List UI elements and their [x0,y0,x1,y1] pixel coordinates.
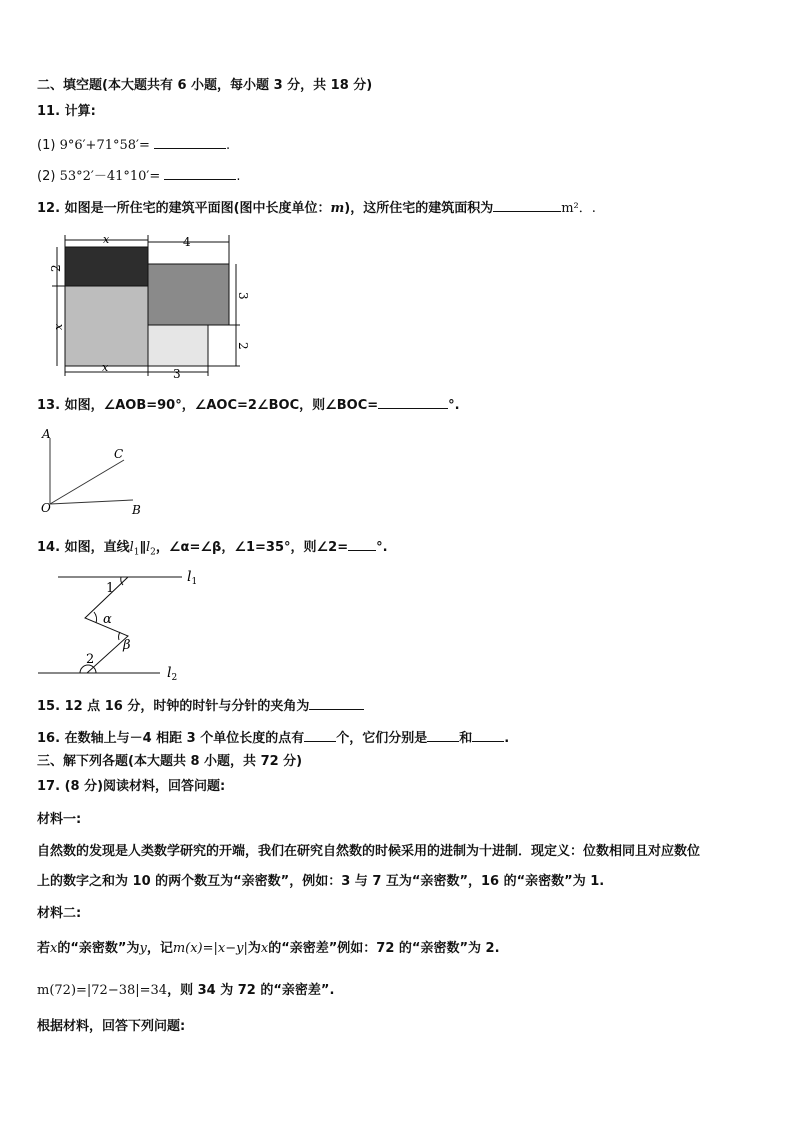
q12-unit: m²．. [561,201,596,216]
label-bottom-3: 3 [173,367,181,380]
label-A: A [42,427,51,441]
q16-text-a: 在数轴上与－4 相距 3 个单位长度的点有 [64,731,305,746]
ray-OB [50,500,133,504]
q15-body: 12 点 16 分，时钟的时针与分针的夹角为 [64,699,310,714]
room-pale [148,325,208,366]
q16-text [37,728,509,748]
label-O: O [41,501,51,515]
q14-parallel-lines-figure [30,566,220,684]
q16-blank-3 [472,728,504,742]
q16-number: 16. [37,731,61,746]
label-right-3: 3 [236,292,250,300]
q17-m2-x: x [50,941,58,956]
q14-blank [348,537,376,551]
q13-end: °. [448,398,460,413]
section2-heading: 二、填空题(本大题共有 6 小题，每小题 3 分，共 18 分) [37,78,373,93]
q17-m2-d: 为 [247,941,261,956]
q17-material2-example [37,982,334,1000]
q13-number: 13. [37,398,61,413]
q11-title [37,103,96,121]
q14-number: 14. [37,540,61,555]
label-alpha: α [103,612,112,627]
q11-p2-label: (2) [37,169,56,184]
ray-OC [50,460,124,504]
room-light [65,286,148,366]
q17-final: 根据材料，回答下列问题: [37,1019,186,1034]
q14-l2: l [145,540,151,555]
q14-text [37,537,388,562]
label-right-2: 2 [236,342,250,350]
q11-p2-blank [164,166,236,180]
q16-blank-1 [304,728,336,742]
q16-end: . [504,731,510,746]
alpha-arc [94,612,97,623]
label-top-x: x [103,233,110,246]
beta-arc [119,632,120,640]
q11-p1-expr: 9°6′+71°58′= [59,138,150,153]
q17-number: 17. [37,779,61,794]
q14-end: °. [376,540,388,555]
q11-part2 [37,166,241,186]
q16-text-b: 个，它们分别是 [336,731,428,746]
q17-material1-title: 材料一: [37,812,82,827]
q17-m2-e: 的“亲密差”例如：72 的“亲密数”为 2. [268,941,500,956]
q12-blank [493,198,561,212]
q15-blank [309,696,364,710]
q17-m2-x2: x [260,941,269,956]
label-top-4: 4 [183,235,191,249]
room-mid [148,264,229,325]
q11-p1-label: (1) [37,138,56,153]
q11-text: 计算: [64,104,96,119]
q17-material1-p2: 上的数字之和为 10 的两个数互为“亲密数”，例如：3 与 7 互为“亲密数”，16 的“亲密数”为 1. [37,874,605,889]
q14-l1-sub: 1 [133,547,140,558]
q11-p2-end: . [236,169,241,184]
q14-l2-sub: 2 [150,547,156,558]
room-dark [65,247,148,286]
q13-text [37,395,460,415]
q13-blank [378,395,448,409]
q17-m2-y: y [139,941,147,956]
q13-body: 如图，∠AOB=90°，∠AOC=2∠BOC，则∠BOC= [64,398,379,413]
q17-title [37,778,225,796]
q17-m2-c: ，记 [146,941,173,956]
q17-m2-formula: m(x)=|x−y| [172,941,248,956]
q17-text: (8 分)阅读材料，回答问题: [64,779,226,794]
q12-text [37,198,596,218]
section3-heading: 三、解下列各题(本大题共 8 小题，共 72 分) [37,754,303,769]
q11-part1 [37,135,230,155]
q17-material2-title: 材料二: [37,906,82,921]
q13-angle-figure [38,424,148,516]
label-l1: $l_1$ [187,569,198,587]
q15-number: 15. [37,699,61,714]
q12-unit-m: m [330,201,345,216]
q12-text-before: 如图是一所住宅的建筑平面图(图中长度单位： [64,201,331,216]
label-B: B [132,503,141,516]
q12-text-after: )，这所住宅的建筑面积为 [344,201,494,216]
q11-p1-blank [154,135,226,149]
q17-m2-example-text: ，则 34 为 72 的“亲密差”. [167,983,335,998]
q17-material1-p1: 自然数的发现是人类数学研究的开端，我们在研究自然数的时候采用的进制为十进制．现定义：位数相同且对应数位 [37,844,701,859]
q12-number: 12. [37,201,61,216]
label-l2: $l_2$ [167,665,178,683]
q14-text-b: ，∠α=∠β，∠1=35°，则∠2= [155,540,349,555]
q16-text-c: 和 [459,731,473,746]
q15-text [37,696,364,716]
q11-p1-end: . [226,138,231,153]
label-beta: β [123,638,131,653]
label-left-2: 2 [49,264,63,272]
label-C: C [114,447,124,461]
label-bottom-x: x [102,361,109,374]
q17-m2-a: 若 [37,941,51,956]
q14-parallel: ∥ [139,540,146,555]
label-angle-2: 2 [86,652,95,667]
q14-text-a: 如图，直线 [64,540,130,555]
q17-material2-def [37,940,500,958]
q12-floor-plan-figure [40,230,250,380]
q17-m2-b: 的“亲密数”为 [57,941,140,956]
label-angle-1: 1 [106,581,115,596]
q11-number: 11. [37,104,61,119]
q11-p2-expr: 53°2′－41°10′= [59,169,161,184]
q17-m2-example-formula: m(72)=|72−38|=34 [37,983,168,998]
q14-l1: l [129,540,134,555]
label-left-x: x [52,323,65,330]
q16-blank-2 [427,728,459,742]
